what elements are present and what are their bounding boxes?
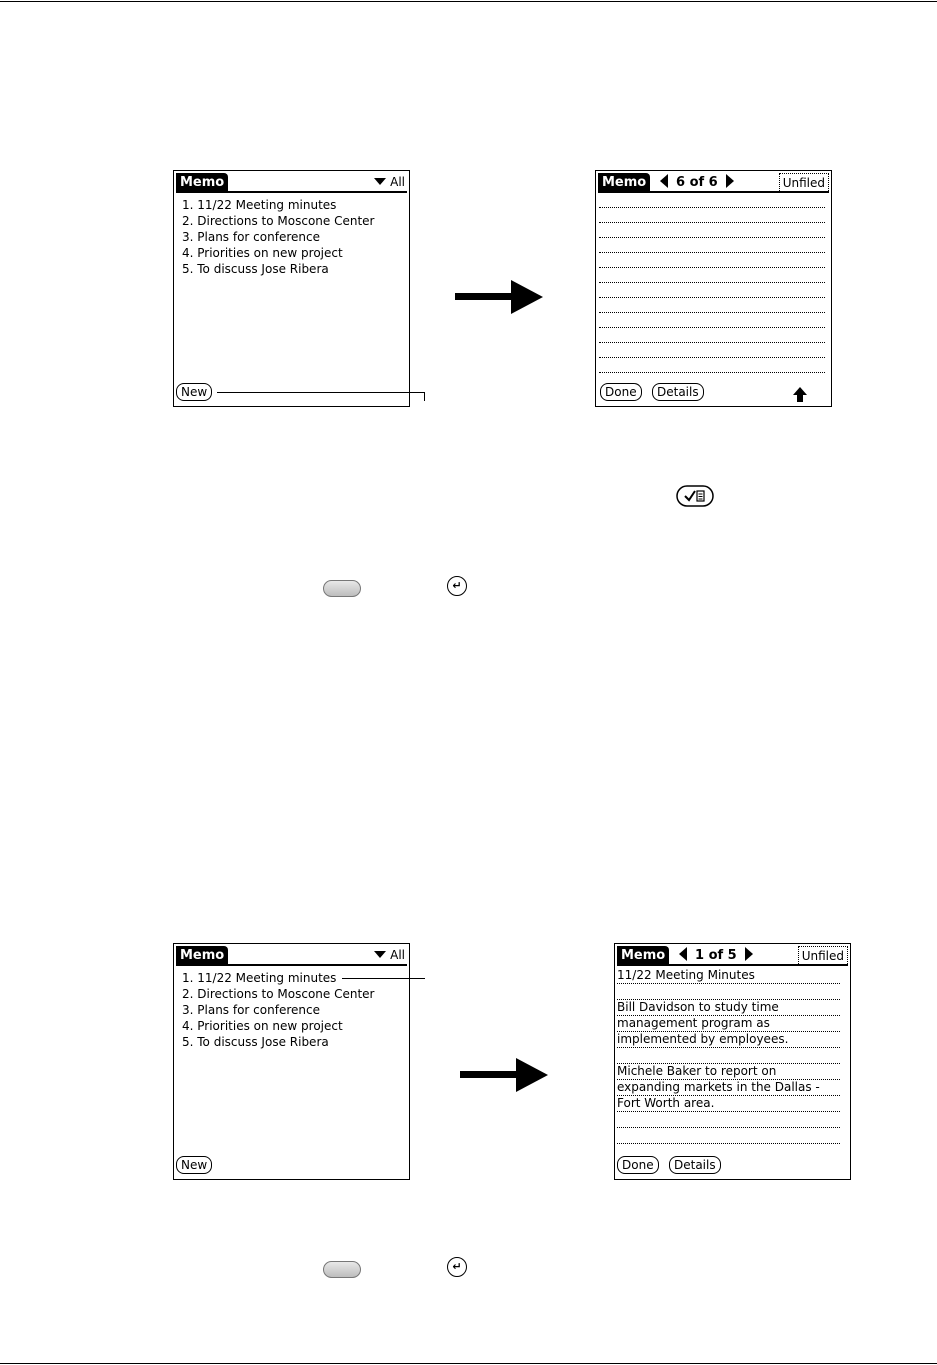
memo-text[interactable] (617, 968, 840, 1144)
category-label: All (390, 175, 405, 189)
new-button[interactable]: New (176, 1156, 212, 1174)
memo-list (182, 197, 374, 277)
next-arrow-icon[interactable] (726, 174, 734, 188)
memo-list (182, 970, 374, 1050)
record-pager (660, 173, 734, 193)
memo-line: Michele Baker to report on (617, 1064, 840, 1080)
previous-arrow-icon[interactable] (679, 947, 687, 961)
details-button[interactable]: Details (669, 1156, 721, 1174)
app-title: Memo (176, 946, 228, 966)
title-bar (598, 173, 829, 193)
new-memo-screen (595, 170, 832, 407)
category-picker[interactable] (374, 946, 405, 964)
list-item[interactable]: 3. Plans for conference (182, 1003, 320, 1017)
memo-line (617, 984, 840, 1000)
memo-line: implemented by employees. (617, 1032, 840, 1048)
previous-arrow-icon[interactable] (660, 174, 668, 188)
list-item[interactable]: 5. To discuss Jose Ribera (182, 262, 329, 276)
memo-line: 11/22 Meeting Minutes (617, 968, 840, 984)
memo-line (617, 1128, 840, 1144)
category-picker[interactable]: Unfiled (779, 173, 829, 193)
done-button[interactable]: Done (600, 383, 642, 401)
app-title: Memo (176, 173, 228, 193)
memo-line (617, 1048, 840, 1064)
memo-line: Fort Worth area. (617, 1096, 840, 1112)
app-title: Memo (617, 946, 669, 966)
memo-list-screen (173, 170, 410, 407)
category-picker[interactable] (374, 173, 405, 191)
title-bar (176, 946, 407, 966)
list-item[interactable]: 4. Priorities on new project (182, 1019, 343, 1033)
title-bar (617, 946, 848, 966)
memo-line: management program as (617, 1016, 840, 1032)
dropdown-triangle-icon (374, 951, 386, 958)
memo-line (617, 1112, 840, 1128)
bottom-rule (0, 1363, 937, 1364)
open-memo-screen (614, 943, 851, 1180)
enter-return-icon: ↵ (447, 1257, 467, 1277)
title-bar (176, 173, 407, 193)
shift-up-arrow-icon (793, 387, 807, 403)
memo-line: Bill Davidson to study time (617, 1000, 840, 1016)
memo-line: expanding markets in the Dallas - (617, 1080, 840, 1096)
memo-app-icon (676, 485, 714, 507)
enter-return-icon: ↵ (447, 576, 467, 596)
app-title: Memo (598, 173, 650, 193)
right-arrow-icon (455, 280, 545, 314)
dropdown-triangle-icon (374, 178, 386, 185)
list-item[interactable]: 1. 11/22 Meeting minutes (182, 971, 337, 985)
callout-tick (424, 392, 425, 401)
top-rule (0, 1, 937, 2)
category-picker[interactable]: Unfiled (798, 946, 848, 966)
list-item[interactable]: 2. Directions to Moscone Center (182, 987, 375, 1001)
list-item[interactable]: 3. Plans for conference (182, 230, 320, 244)
hardware-button-icon (323, 1261, 361, 1278)
next-arrow-icon[interactable] (745, 947, 753, 961)
record-pager (679, 946, 753, 966)
record-counter: 6 of 6 (676, 175, 718, 190)
callout-line (217, 392, 425, 393)
list-item[interactable]: 1. 11/22 Meeting minutes (182, 198, 337, 212)
hardware-button-icon (323, 580, 361, 597)
done-button[interactable]: Done (617, 1156, 659, 1174)
new-button[interactable]: New (176, 383, 212, 401)
callout-line (342, 978, 425, 979)
category-label: All (390, 948, 405, 962)
list-item[interactable]: 5. To discuss Jose Ribera (182, 1035, 329, 1049)
list-item[interactable]: 2. Directions to Moscone Center (182, 214, 375, 228)
record-counter: 1 of 5 (695, 948, 737, 963)
details-button[interactable]: Details (652, 383, 704, 401)
blank-memo-lines[interactable] (599, 193, 825, 373)
list-item[interactable]: 4. Priorities on new project (182, 246, 343, 260)
right-arrow-icon (460, 1058, 550, 1092)
